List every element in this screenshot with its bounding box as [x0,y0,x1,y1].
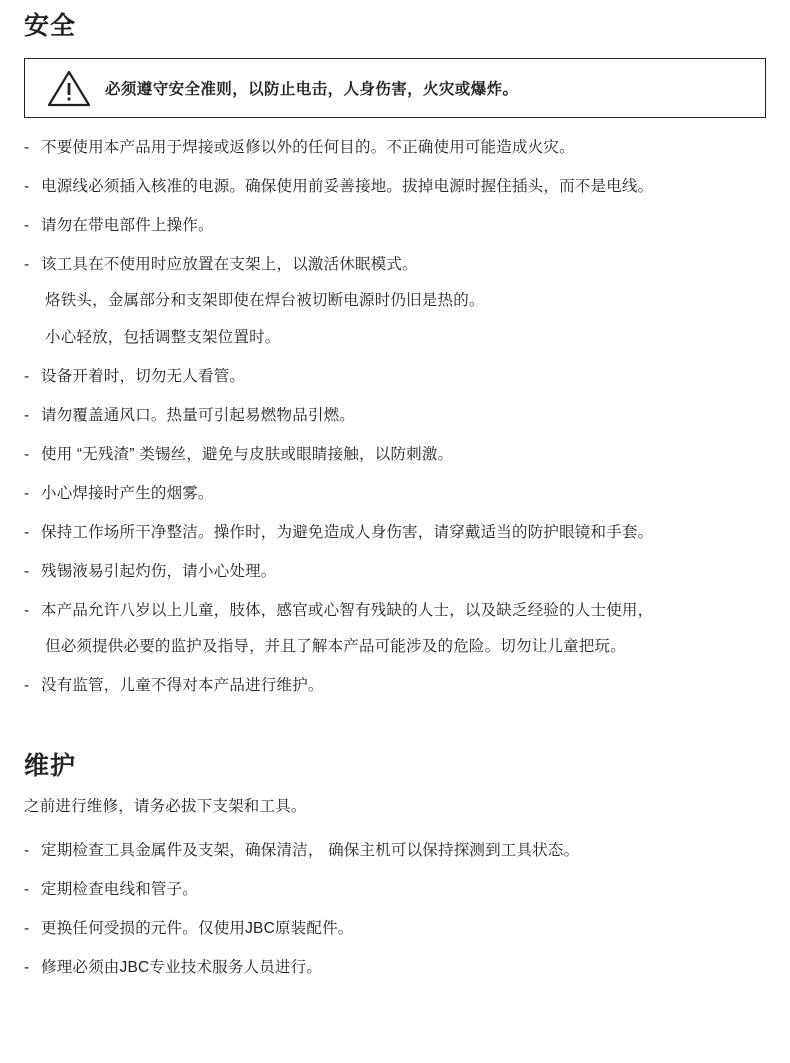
list-item-text: 该工具在不使用时应放置在支架上，以激活休眠模式。 [41,255,418,273]
list-item-dash: - [24,406,30,424]
page-title-safety: 安全 [24,12,77,40]
list-item [24,474,766,513]
safety-bullet-list [24,128,766,706]
list-item-dash: - [24,842,30,859]
list-item-dash: - [24,177,30,195]
list-item-text: 小心轻放，包括调整支架位置时。 [45,328,281,346]
safety-warning-box [24,58,766,118]
list-item-dash: - [24,677,30,694]
list-item-text: 设备开着时，切勿无人看管。 [41,367,246,385]
list-item [24,321,766,358]
list-item-text: 定期检查电线和管子。 [41,881,199,898]
list-item-dash: - [24,445,30,463]
list-item-text: 修理必须由JBC专业技术服务人员进行。 [41,959,323,976]
list-item [24,871,766,910]
list-item-text: 电源线必须插入核准的电源。确保使用前妥善接地。拔掉电源时握住插头，而不是电线。 [41,177,654,195]
list-item [24,396,766,435]
maintenance-bullet-list [24,832,766,988]
list-item-text: 定期检查工具金属件及支架，确保清洁， 确保主机可以保持探测到工具状态。 [41,842,580,859]
list-item-dash: - [24,367,30,385]
list-item [24,832,766,871]
list-item-text: 烙铁头，金属部分和支架即使在焊台被切断电源时仍旧是热的。 [45,292,485,309]
list-item-text: 保持工作场所干净整洁。操作时，为避免造成人身伤害，请穿戴适当的防护眼镜和手套。 [41,523,654,541]
list-item-dash: - [24,920,30,937]
list-item [24,284,766,321]
list-item [24,435,766,474]
list-item-dash: - [24,255,30,273]
maintenance-intro: 之前进行维修，请务必拔下支架和工具。 [24,797,307,815]
list-item [24,245,766,284]
list-item-text: 请勿在带电部件上操作。 [41,216,214,234]
list-item [24,128,766,167]
list-item [24,167,766,206]
list-item-text: 本产品允许八岁以上儿童，肢体，感官或心智有残缺的人士，以及缺乏经验的人士使用， [41,601,654,619]
list-item-text: 但必须提供必要的监护及指导，并且了解本产品可能涉及的危险。切勿让儿童把玩。 [45,638,626,655]
list-item-text: 不要使用本产品用于焊接或返修以外的任何目的。不正确使用可能造成火灾。 [41,138,575,156]
list-item [24,667,766,706]
list-item [24,552,766,591]
list-item-text: 使用 “无残渣” 类锡丝，避免与皮肤或眼睛接触，以防刺激。 [41,445,454,463]
list-item-dash: - [24,216,30,234]
list-item [24,513,766,552]
list-item [24,206,766,245]
list-item [24,357,766,396]
list-item-dash: - [24,881,30,898]
warning-triangle-icon [47,69,91,107]
list-item-dash: - [24,959,30,976]
list-item-text: 更换任何受损的元件。仅使用JBC原装配件。 [41,920,354,937]
list-item [24,949,766,988]
list-item-text: 小心焊接时产生的烟雾。 [41,484,214,502]
list-item-dash: - [24,484,30,502]
list-item [24,591,766,630]
list-item [24,910,766,949]
list-item-dash: - [24,138,30,156]
list-item-text: 没有监管，儿童不得对本产品进行维护。 [41,677,324,694]
list-item-dash: - [24,562,30,580]
safety-warning-text: 必须遵守安全准则，以防止电击，人身伤害，火灾或爆炸。 [105,81,519,98]
list-item-text: 请勿覆盖通风口。热量可引起易燃物品引燃。 [41,406,356,424]
list-item-dash: - [24,601,30,619]
list-item-text: 残锡液易引起灼伤，请小心处理。 [41,562,277,580]
page-title-maintenance: 维护 [24,751,77,780]
list-item-dash: - [24,523,30,541]
list-item [24,630,766,667]
